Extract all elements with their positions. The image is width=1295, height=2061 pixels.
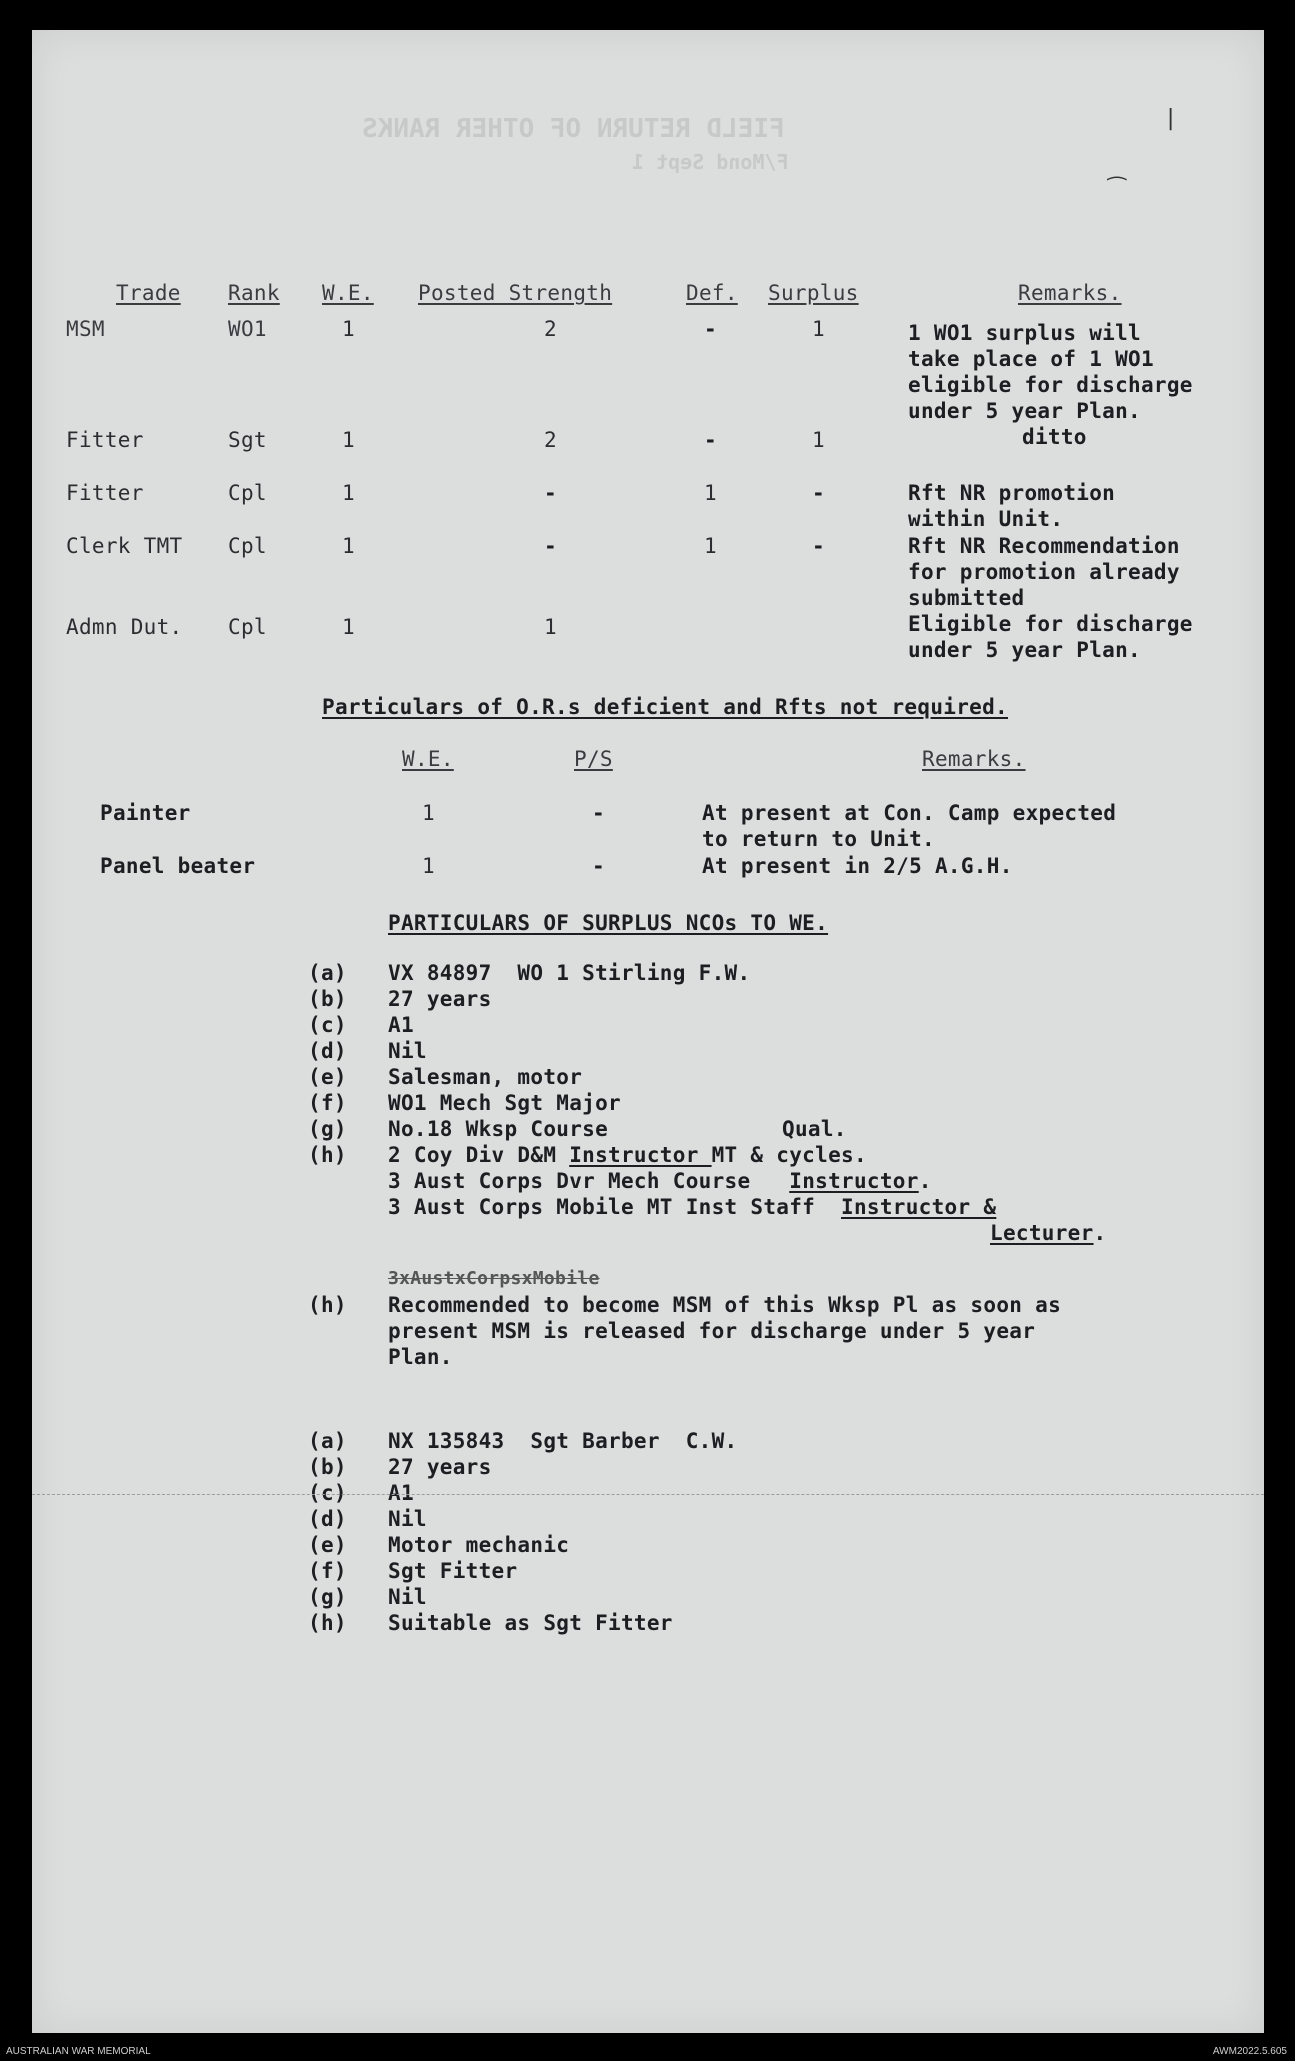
cell-remarks-line: Rft NR promotion: [908, 481, 1116, 505]
section2-remarks-header: Remarks.: [922, 747, 1026, 771]
archive-footer-left: AUSTRALIAN WAR MEMORIAL: [6, 2046, 151, 2057]
section2-ps-header: P/S: [574, 747, 613, 771]
cell-remarks-line: At present at Con. Camp expected: [702, 801, 1117, 825]
cell-rank: WO1: [228, 317, 267, 341]
col-surplus-header: Surplus: [768, 281, 859, 305]
cell-trade: Painter: [100, 801, 191, 825]
struck-text: 3xAustxCorpsxMobile: [388, 1268, 600, 1289]
cell-remarks-line: Rft NR Recommendation: [908, 534, 1180, 558]
cell-remarks-line: take place of 1 WO1: [908, 347, 1154, 371]
item-value: Suitable as Sgt Fitter: [388, 1611, 673, 1635]
cell-def: -: [704, 317, 717, 341]
item-label: (g): [308, 1585, 347, 1609]
item-value-line: [388, 1194, 996, 1220]
cell-trade: Panel beater: [100, 854, 256, 878]
cell-we: 1: [342, 317, 355, 341]
item-label: (a): [308, 961, 347, 985]
text-segment-underlined: Instructor &: [841, 1195, 997, 1219]
cell-def: 1: [704, 481, 717, 505]
item-value-line: Recommended to become MSM of this Wksp Pl as soon as: [388, 1293, 1062, 1317]
item-label: (c): [308, 1013, 347, 1037]
cell-we: 1: [342, 615, 355, 639]
cell-posted: -: [544, 481, 557, 505]
cell-we: 1: [342, 428, 355, 452]
section2-we-header: W.E.: [402, 747, 454, 771]
item-value-qual: Qual.: [782, 1117, 847, 1141]
item-label: (f): [308, 1091, 347, 1115]
text-segment-underlined: Instructor: [569, 1143, 712, 1167]
col-def-header: Def.: [686, 281, 738, 305]
pencil-mark: ⁔: [1108, 156, 1126, 181]
cell-remarks-line: 1 WO1 surplus will: [908, 321, 1141, 345]
item-label: (e): [308, 1065, 347, 1089]
col-we-header: W.E.: [322, 281, 374, 305]
item-label: (g): [308, 1117, 347, 1141]
cell-trade: Clerk TMT: [66, 534, 183, 558]
cell-rank: Cpl: [228, 534, 267, 558]
item-label: (f): [308, 1559, 347, 1583]
archive-footer-right: AWM2022.5.605: [1212, 2046, 1287, 2057]
item-value: A1: [388, 1013, 414, 1037]
cell-remarks-line: ditto: [1022, 425, 1087, 449]
item-label: (d): [308, 1507, 347, 1531]
item-value-line: Lecturer.: [990, 1221, 1107, 1245]
col-rank-header: Rank: [228, 281, 280, 305]
text-segment-underlined: Instructor: [789, 1169, 919, 1193]
cell-remarks-line: under 5 year Plan.: [908, 638, 1141, 662]
cell-trade: Fitter: [66, 481, 144, 505]
cell-surplus: 1: [812, 428, 825, 452]
item-label: (b): [308, 1455, 347, 1479]
item-value: NX 135843 Sgt Barber C.W.: [388, 1429, 738, 1453]
item-value: WO1 Mech Sgt Major: [388, 1091, 621, 1115]
cell-def: -: [704, 428, 717, 452]
text-segment-underlined: Lecturer: [990, 1221, 1094, 1245]
cell-posted: 1: [544, 615, 557, 639]
text-segment: 3 Aust Corps Dvr Mech Course: [388, 1169, 790, 1193]
cell-remarks-line: submitted: [908, 586, 1025, 610]
item-value: 27 years: [388, 987, 492, 1011]
cell-ps: -: [592, 854, 605, 878]
item-value-line: present MSM is released for discharge under 5 year: [388, 1319, 1036, 1343]
cell-rank: Cpl: [228, 615, 267, 639]
section2-title: Particulars of O.R.s deficient and Rfts not required.: [322, 695, 1008, 719]
cell-trade: MSM: [66, 317, 105, 341]
text-segment: MT & cycles.: [711, 1143, 867, 1167]
cell-def: 1: [704, 534, 717, 558]
item-label: (d): [308, 1039, 347, 1063]
cell-remarks-line: to return to Unit.: [702, 827, 935, 851]
item-value-line: Plan.: [388, 1345, 453, 1369]
item-value-line: [388, 1142, 867, 1168]
item-label: (c): [308, 1481, 347, 1505]
cell-posted: -: [544, 534, 557, 558]
cell-posted: 2: [544, 428, 557, 452]
cell-trade: Admn Dut.: [66, 615, 183, 639]
text-segment: .: [918, 1169, 932, 1193]
item-value: Sgt Fitter: [388, 1559, 518, 1583]
item-value: VX 84897 WO 1 Stirling F.W.: [388, 961, 751, 985]
item-label: (h): [308, 1611, 347, 1635]
cell-rank: Cpl: [228, 481, 267, 505]
bleed-through-title: FIELD RETURN OF OTHER RANKS: [362, 114, 785, 144]
section3-title: PARTICULARS OF SURPLUS NCOs TO WE.: [388, 911, 829, 935]
cell-posted: 2: [544, 317, 557, 341]
cell-we: 1: [342, 481, 355, 505]
item-value: 27 years: [388, 1455, 492, 1479]
cell-surplus: -: [812, 481, 825, 505]
item-label: (a): [308, 1429, 347, 1453]
item-label: (h): [308, 1143, 347, 1167]
col-trade-header: Trade: [116, 281, 181, 305]
item-value: No.18 Wksp Course: [388, 1117, 609, 1141]
item-value: Motor mechanic: [388, 1533, 570, 1557]
cell-remarks-line: within Unit.: [908, 507, 1064, 531]
cell-rank: Sgt: [228, 428, 267, 452]
cell-we: 1: [422, 801, 435, 825]
cell-remarks-line: Eligible for discharge: [908, 612, 1193, 636]
cell-remarks-line: under 5 year Plan.: [908, 399, 1141, 423]
cell-we: 1: [422, 854, 435, 878]
cell-ps: -: [592, 801, 605, 825]
text-segment: 3 Aust Corps Mobile MT Inst Staff: [388, 1195, 842, 1219]
document-page: [32, 30, 1264, 2033]
item-label: (e): [308, 1533, 347, 1557]
cell-remarks-line: for promotion already: [908, 560, 1180, 584]
pencil-mark: |: [1164, 106, 1178, 131]
item-value-line: [388, 1168, 932, 1194]
cell-surplus: 1: [812, 317, 825, 341]
cell-remarks-line: At present in 2/5 A.G.H.: [702, 854, 1013, 878]
text-segment: 2 Coy Div D&M: [388, 1143, 570, 1167]
item-value: Nil: [388, 1585, 427, 1609]
item-value: A1: [388, 1481, 414, 1505]
item-value: Nil: [388, 1039, 427, 1063]
cell-remarks-line: eligible for discharge: [908, 373, 1193, 397]
col-posted-header: Posted Strength: [418, 281, 613, 305]
cell-we: 1: [342, 534, 355, 558]
item-value: Salesman, motor: [388, 1065, 583, 1089]
cell-surplus: -: [812, 534, 825, 558]
bleed-through-line: F/Mond Sept 1: [632, 150, 789, 174]
item-label: (b): [308, 987, 347, 1011]
item-value: Nil: [388, 1507, 427, 1531]
cell-trade: Fitter: [66, 428, 144, 452]
col-remarks-header: Remarks.: [1018, 281, 1122, 305]
fold-line: [32, 1494, 1264, 1495]
item-label: (h): [308, 1293, 347, 1317]
